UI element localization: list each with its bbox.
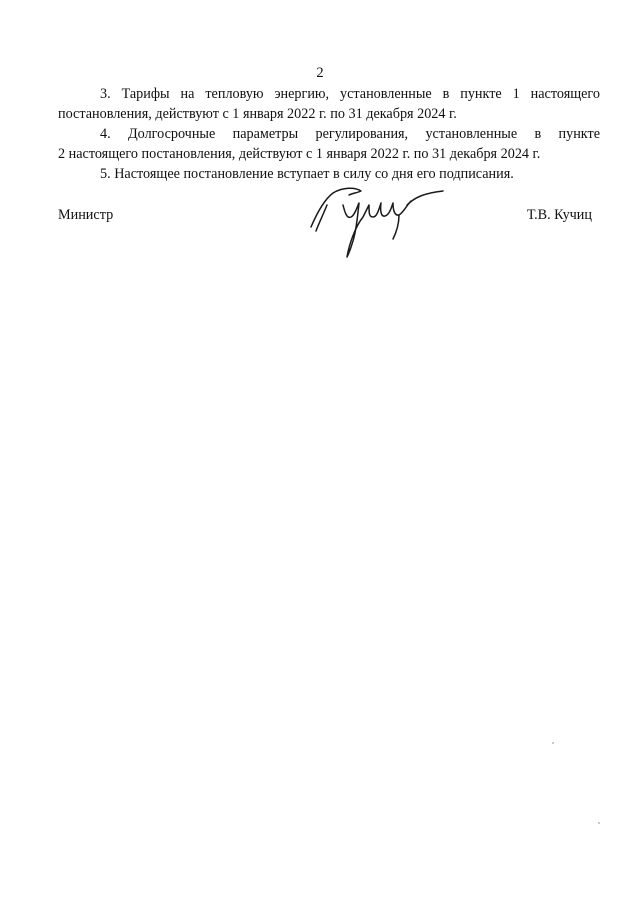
- paragraph-parameters: [58, 124, 600, 164]
- document-body: [58, 84, 600, 184]
- handwritten-signature: [303, 183, 453, 261]
- paragraph-line: 2 настоящего постановления, действуют с 1 января 2022 г. по 31 декабря 2024 г.: [58, 146, 541, 162]
- scan-speck: [552, 742, 554, 744]
- paragraph-line: 4. Долгосрочные параметры регулирования, установленные в пункте: [100, 126, 600, 142]
- paragraph-tariffs: [58, 84, 600, 124]
- paragraph-entry-into-force: [58, 164, 600, 184]
- paragraph-line: 5. Настоящее постановление вступает в силу со дня его подписания.: [100, 166, 514, 182]
- paragraph-line: 3. Тарифы на тепловую энергию, установленные в пункте 1 настоящего: [100, 86, 600, 102]
- signature-block: [58, 205, 600, 265]
- paragraph-line: постановления, действуют с 1 января 2022 г. по 31 декабря 2024 г.: [58, 106, 457, 122]
- page-number: 2: [316, 65, 324, 81]
- position-title: Министр: [58, 207, 114, 223]
- scan-speck: [598, 822, 600, 824]
- signer-name: Т.В. Кучиц: [526, 207, 592, 223]
